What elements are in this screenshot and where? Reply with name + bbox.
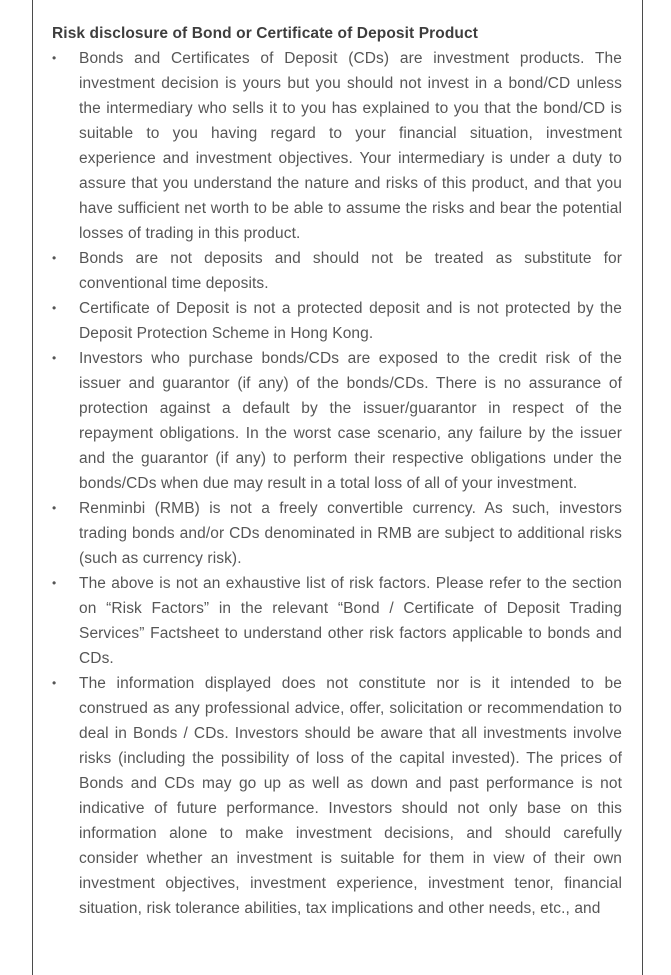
bullet-icon: • [52, 501, 57, 515]
list-item [52, 346, 622, 496]
list-item [52, 246, 622, 296]
section-title: Risk disclosure of Bond or Certificate of Deposit Product [52, 25, 478, 42]
bullet-icon: • [52, 676, 57, 690]
bullet-icon: • [52, 576, 57, 590]
bullet-text: Renminbi (RMB) is not a freely convertible currency. As such, investors trading bonds and/or CDs denominated in RMB are subject to additional risks (such as currency risk). [79, 500, 622, 567]
bullet-text: Bonds and Certificates of Deposit (CDs) are investment products. The investment decision is yours but you should not invest in a bond/CD unless the intermediary who sells it to you has explained to you that the bond/CD is suitable to you having regard to your financial situation, investment experience and investment objectives. Your intermediary is under a duty to assure that you understand the nature and risks of this product, and that you have sufficient net worth to be able to assume the risks and bear the potential losses of trading in this product. [79, 50, 622, 242]
risk-disclosure-content [52, 21, 622, 921]
bullet-icon: • [52, 51, 57, 65]
list-item [52, 571, 622, 671]
bullet-text: Certificate of Deposit is not a protected deposit and is not protected by the Deposit Protection Scheme in Hong Kong. [79, 300, 622, 342]
bullet-text: The information displayed does not constitute nor is it intended to be construed as any professional advice, offer, solicitation or recommendation to deal in Bonds / CDs. Investors should be aware that all investments involve risks (including the possibility of loss of the capital invested). The prices of Bonds and CDs may go up as well as down and past performance is not indicative of future performance. Investors should not only base on this information alone to make investment decisions, and should carefully consider whether an investment is suitable for them in view of their own investment objectives, investment experience, investment tenor, financial situation, risk tolerance abilities, tax implications and other needs, etc., and [79, 675, 622, 917]
bullet-icon: • [52, 251, 57, 265]
table-border-right [642, 0, 643, 975]
bullet-text: Investors who purchase bonds/CDs are exposed to the credit risk of the issuer and guarantor (if any) of the bonds/CDs. There is no assurance of protection against a default by the issuer/guarantor in respect of the repayment obligations. In the worst case scenario, any failure by the issuer and the guarantor (if any) to perform their respective obligations under the bonds/CDs when due may result in a total loss of all of your investment. [79, 350, 622, 492]
bullet-icon: • [52, 301, 57, 315]
bullet-text: Bonds are not deposits and should not be treated as substitute for conventional time deposits. [79, 250, 622, 292]
bullet-icon: • [52, 351, 57, 365]
bullet-text: The above is not an exhaustive list of risk factors. Please refer to the section on “Risk Factors” in the relevant “Bond / Certificate of Deposit Trading Services” Factsheet to understand other risk factors applicable to bonds and CDs. [79, 575, 622, 667]
table-border-left [32, 0, 33, 975]
list-item [52, 671, 622, 921]
list-item [52, 496, 622, 571]
list-item [52, 296, 622, 346]
list-item [52, 46, 622, 246]
bullet-list [52, 46, 622, 921]
